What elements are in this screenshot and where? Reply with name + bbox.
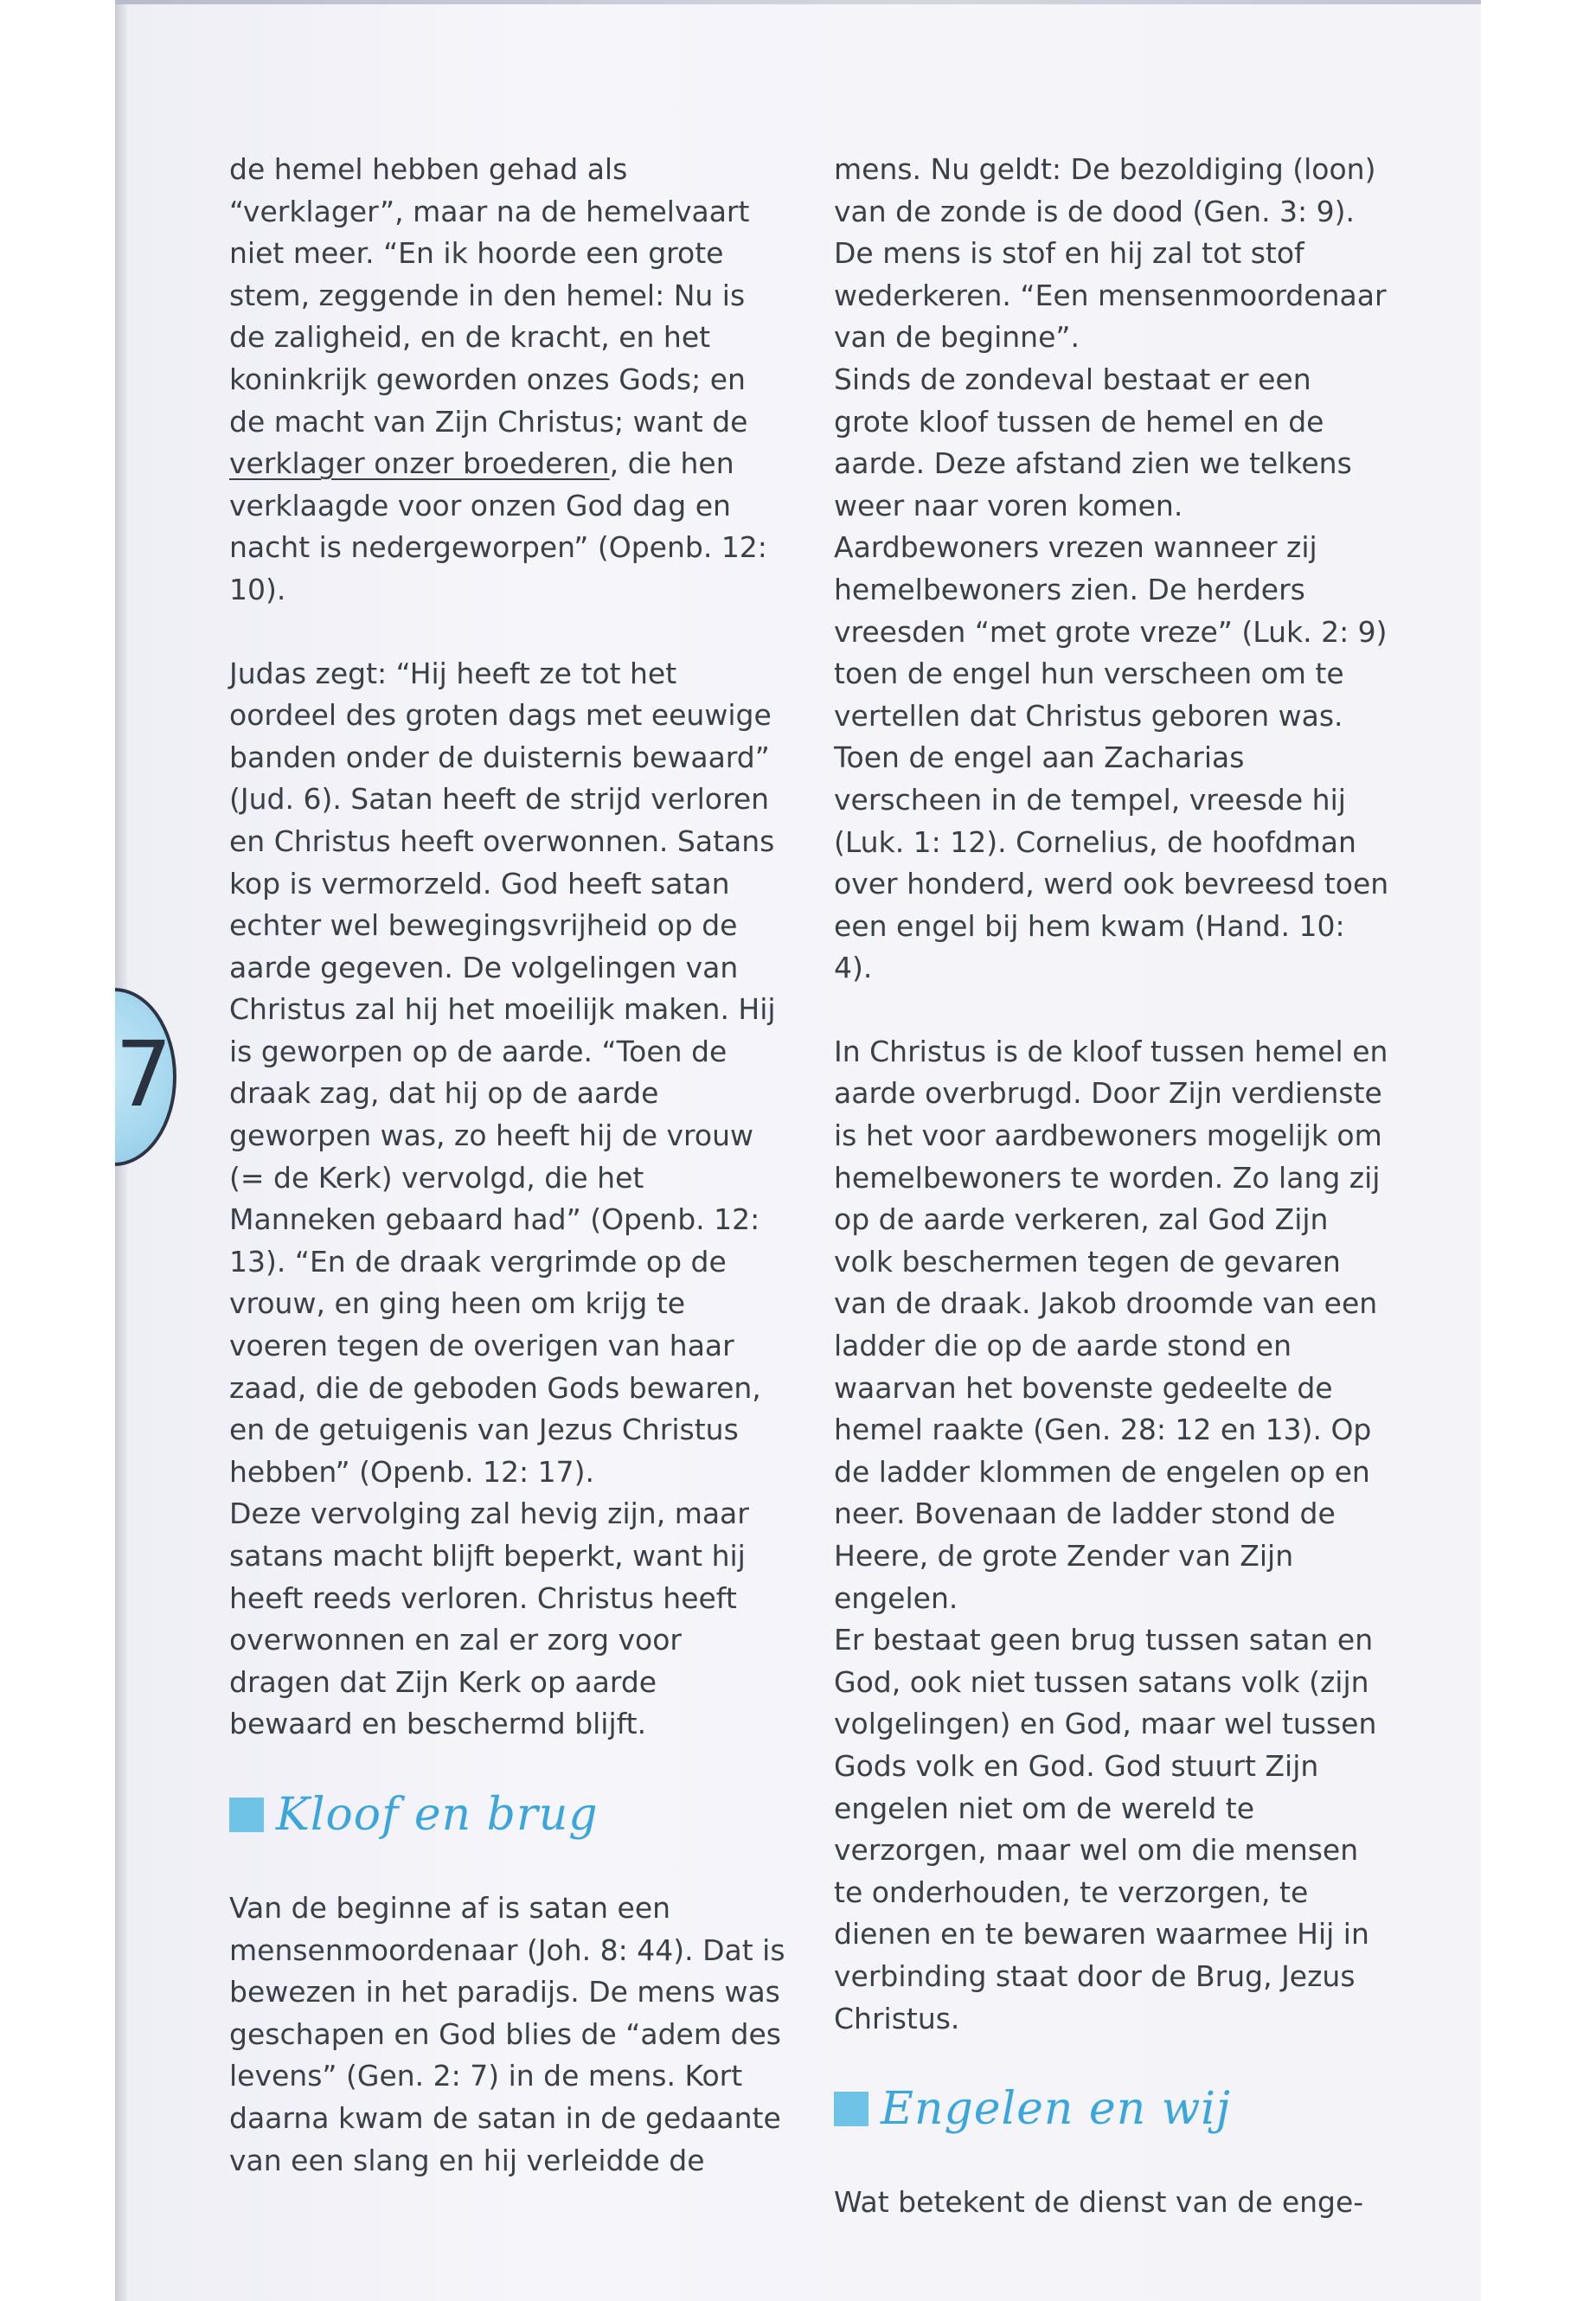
right-column — [834, 149, 1392, 2224]
paragraph: Sinds de zondeval bestaat er een grote kloof tussen de hemel en de aarde. Deze afstand zien we telkens weer naar voren komen. Aardbewoners vrezen wanneer zij hemelbewoners zien. De herders vreesden “met grote vreze” (Luk. 2: 9) toen de engel hun verscheen om te vertellen dat Christus geboren was. Toen de engel aan Zacharias verscheen in de tempel, vreesde hij (Luk. 1: 12). Cornelius, de hoofdman over honderd, werd ook bevreesd toen een engel bij hem kwam (Hand. 10: 4). — [834, 362, 1389, 985]
paragraph: Deze vervolging zal hevig zijn, maar satans macht blijft beperkt, want hij heeft reeds verloren. Christus heeft overwonnen en zal er zorg voor dragen dat Zijn Kerk op aarde bewaard en beschermd blijft. — [229, 1497, 749, 1741]
paragraph: Judas zegt: “Hij heeft ze tot het oordeel des groten dags met eeuwige banden onder de duisternis bewaard” (Jud. 6). Satan heeft de strijd verloren en Christus heeft overwonnen. Satans kop is vermorzeld. God heeft satan echter wel bewegingsvrijheid op de aarde gegeven. De volgelingen van Christus zal hij het moeilijk maken. Hij is geworpen op de aarde. “Toen de draak zag, dat hij op de aarde geworpen was, zo heeft hij de vrouw (= de Kerk) vervolgd, die het Manneken gebaard had” (Openb. 12: 13). “En de draak vergrimde op de vrouw, en ging heen om krijg te voeren tegen de overigen van haar zaad, die de geboden Gods bewaren, en de getuigenis van Jezus Christus hebben” (Openb. 12: 17). — [229, 656, 776, 1489]
section-heading — [229, 1772, 787, 1858]
top-edge — [115, 0, 1481, 4]
text-run: , die hen verklaagde voor onzen God dag en nacht is nedergeworpen” (Openb. 12: 10). — [229, 446, 767, 606]
tab-mask — [0, 969, 115, 1185]
heading-square-icon — [229, 1798, 264, 1832]
paragraph — [229, 149, 787, 612]
paragraph: In Christus is de kloof tussen hemel en aarde overbrugd. Door Zijn verdienste is het voor aardbewoners mogelijk om hemelbewoners te worden. Zo lang zij op de aarde verkeren, zal God Zijn volk beschermen tegen de gevaren van de draak. Jakob droomde van een ladder die op de aarde stond en waarvan het bovenste gedeelte de hemel raakte (Gen. 28: 12 en 13). Op de ladder klommen de engelen op en neer. Bovenaan de ladder stond de Heere, de grote Zender van Zijn engelen. — [834, 1034, 1388, 1615]
left-column — [229, 149, 787, 2182]
section-heading — [834, 2066, 1392, 2152]
paragraph: Wat betekent de dienst van de enge- — [834, 2185, 1364, 2220]
background-right — [1481, 0, 1596, 2301]
page-number: 7 — [115, 1022, 173, 1127]
paragraph: Er bestaat geen brug tussen satan en God, ook niet tussen satans volk (zijn volgelingen) en God, maar wel tussen Gods volk en God. God stuurt Zijn engelen niet om de wereld te verzorgen, maar wel om die mensen te onderhouden, te verzorgen, te dienen en te bewaren waarmee Hij in verbinding staat door de Brug, Jezus Christus. — [834, 1623, 1377, 2035]
paragraph: mens. Nu geldt: De bezoldiging (loon) van de zonde is de dood (Gen. 3: 9). De mens is stof en hij zal tot stof wederkeren. “Een mensenmoordenaar van de beginne”. — [834, 152, 1387, 355]
paragraph: Van de beginne af is satan een mensenmoordenaar (Joh. 8: 44). Dat is bewezen in het paradijs. De mens was geschapen en God blies de “adem des levens” (Gen. 2: 7) in de mens. Kort daarna kwam de satan in de gedaante van een slang en hij verleidde de — [229, 1890, 785, 2177]
heading-square-icon — [834, 2092, 869, 2126]
text-run: de hemel hebben gehad als “verklager”, maar na de hemelvaart niet meer. “En ik hoorde een grote stem, zeggende in den hemel: Nu is de zaligheid, en de kracht, en het koninkrijk geworden onzes Gods; en de macht van Zijn Christus; want de — [229, 152, 750, 439]
section-title: Kloof en brug — [276, 1788, 599, 1841]
section-title: Engelen en wij — [881, 2083, 1231, 2136]
underlined-text: verklager onzer broederen — [229, 446, 610, 481]
